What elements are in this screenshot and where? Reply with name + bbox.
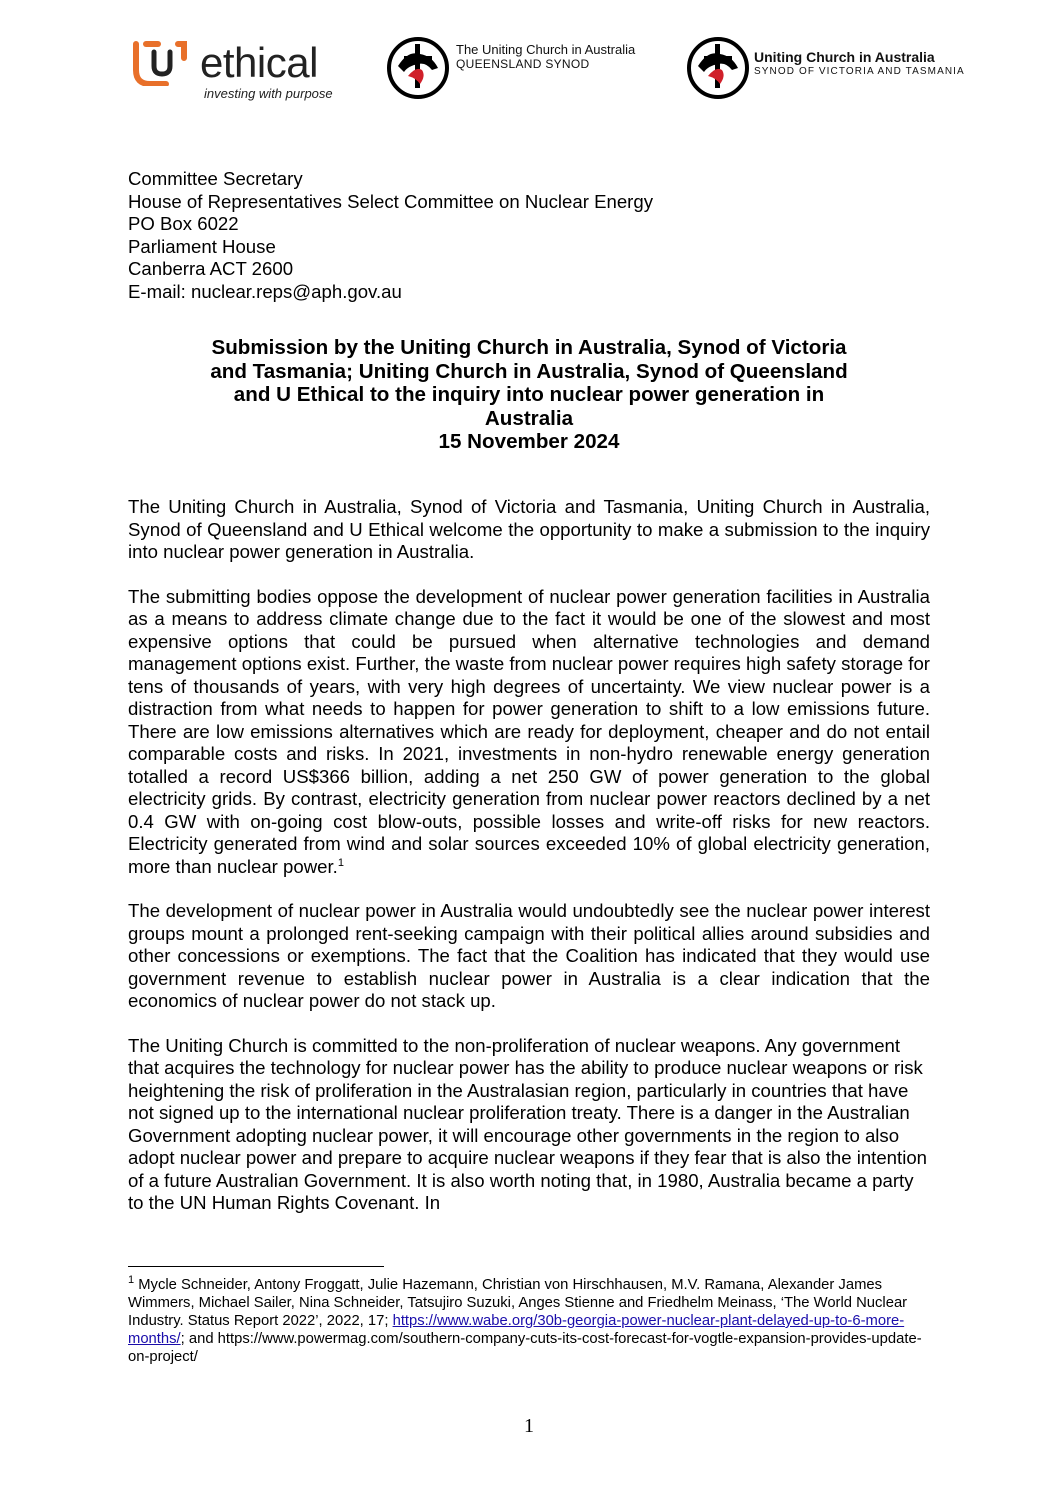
address-line: Committee Secretary — [128, 168, 303, 189]
footnote-text: Mycle Schneider, Antony Froggatt, Julie Hazemann, Christian von Hirschhausen, M.V. Ramana, Alexander James Wimmers, Michael Sailer, Nina Schneider, Tatsujiro Suzuki, Anges Stienne and Friedhelm Meinass, ‘The World Nuclear Industry. Status Report 2022’, 2022, 17; — [128, 1277, 908, 1329]
queensland-logo-line2: QUEENSLAND SYNOD — [456, 57, 590, 71]
footnote-text-after: ; and https://www.powermag.com/southern-company-cuts-its-cost-forecast-for-vogtle-expansion-provides-update-on-project/ — [128, 1331, 922, 1365]
victoria-tasmania-synod-logo — [686, 36, 965, 102]
u-ethical-wordmark: ethical — [200, 39, 318, 86]
page-number: 1 — [524, 1415, 534, 1437]
queensland-logo-line1: The Uniting Church in Australia — [456, 42, 636, 57]
footnote-number: 1 — [128, 1274, 135, 1287]
footnote-separator — [128, 1266, 384, 1267]
footnote-link[interactable]: https://www.wabe.org/30b-georgia-power-nuclear-plant-delayed-up-to-6-more-months/ — [128, 1313, 905, 1347]
document-body — [128, 496, 930, 1237]
address-line: House of Representatives Select Committee on Nuclear Energy — [128, 190, 654, 212]
body-paragraph: The Uniting Church is committed to the non-proliferation of nuclear weapons. Any government that acquires the technology for nuclear power has the ability to produce nuclear weapons or risk heightening the risk of proliferation in the Australasian region, particularly in countries that have not signed up to the international nuclear proliferation treaty. There is a danger in the Australian Government adopting nuclear power, it will encourage other governments in the region to also adopt nuclear power and prepare to acquire nuclear weapons if they fear that is also the intention of a future Australian Government. It is also worth noting that, in 1980, Australia became a party to the UN Human Rights Covenant. In — [128, 1034, 928, 1213]
queensland-synod-logo — [386, 36, 648, 102]
uniting-church-seal-icon — [686, 36, 750, 100]
recipient-address — [128, 168, 928, 304]
victoria-logo-line1: Uniting Church in Australia — [754, 49, 935, 65]
body-paragraph: The development of nuclear power in Australia would undoubtedly see the nuclear power interest groups mount a prolonged rent-seeking campaign with their political allies around subsidies and other concessions or exemptions. The fact that the Coalition has indicated that they would use government revenue to establish nuclear power in Australia is a clear indication that the economics of nuclear power do not stack up. — [128, 900, 930, 1011]
uniting-church-seal-icon — [386, 36, 450, 100]
body-paragraph: The Uniting Church in Australia, Synod of Victoria and Tasmania, Uniting Church in Australia, Synod of Queensland and U Ethical welcome the opportunity to make a submission to the inquiry into nuclear power generation in Australia. — [128, 496, 930, 562]
victoria-logo-line2: SYNOD OF VICTORIA AND TASMANIA — [754, 66, 965, 77]
title-line: and U Ethical to the inquiry into nuclear power generation in — [233, 383, 825, 407]
address-line: Parliament House — [128, 235, 276, 257]
submission-date: 15 November 2024 — [438, 430, 620, 454]
paragraph-text: The submitting bodies oppose the development of nuclear power generation facilities in Australia as a means to address climate change due to the fact it would be one of the slowest and most expensive options that could be pursued when alternative technologies and demand management options exist. Further, the waste from nuclear power requires high safety storage for tens of thousands of years, with very high degrees of uncertainty. We view nuclear power is a distraction from what needs to happen for power generation to shift to a low emissions future. There are low emissions alternatives which are ready for deployment, cheaper and do not entail comparable costs and risks. In 2021, investments in non-hydro renewable energy generation totalled a record US$366 billion, adding a net 250 GW of power generation to the global electricity grids. By contrast, electricity generation from nuclear power reactors declined by a net 0.4 GW with on-going cost blow-outs, possible losses and write-off risks for new reactors. Electricity generated from wind and solar sources exceeded 10% of global electricity generation, more than nuclear power. — [128, 585, 931, 877]
submission-title — [128, 336, 930, 454]
footnote-reference[interactable]: 1 — [337, 856, 344, 869]
body-paragraph — [128, 586, 930, 879]
address-line: Canberra ACT 2600 — [128, 258, 294, 280]
u-ethical-logo — [132, 40, 342, 104]
address-line: PO Box 6022 — [128, 213, 239, 235]
u-ethical-mark-icon — [132, 40, 188, 86]
title-line: Australia — [484, 406, 574, 430]
u-ethical-tagline: investing with purpose — [204, 86, 333, 101]
address-email-line: E-mail: nuclear.reps@aph.gov.au — [128, 280, 402, 302]
title-line: Submission by the Uniting Church in Australia, Synod of Victoria — [211, 336, 847, 359]
title-line: and Tasmania; Uniting Church in Australia, Synod of Queensland — [210, 359, 848, 383]
footnote — [128, 1276, 928, 1366]
